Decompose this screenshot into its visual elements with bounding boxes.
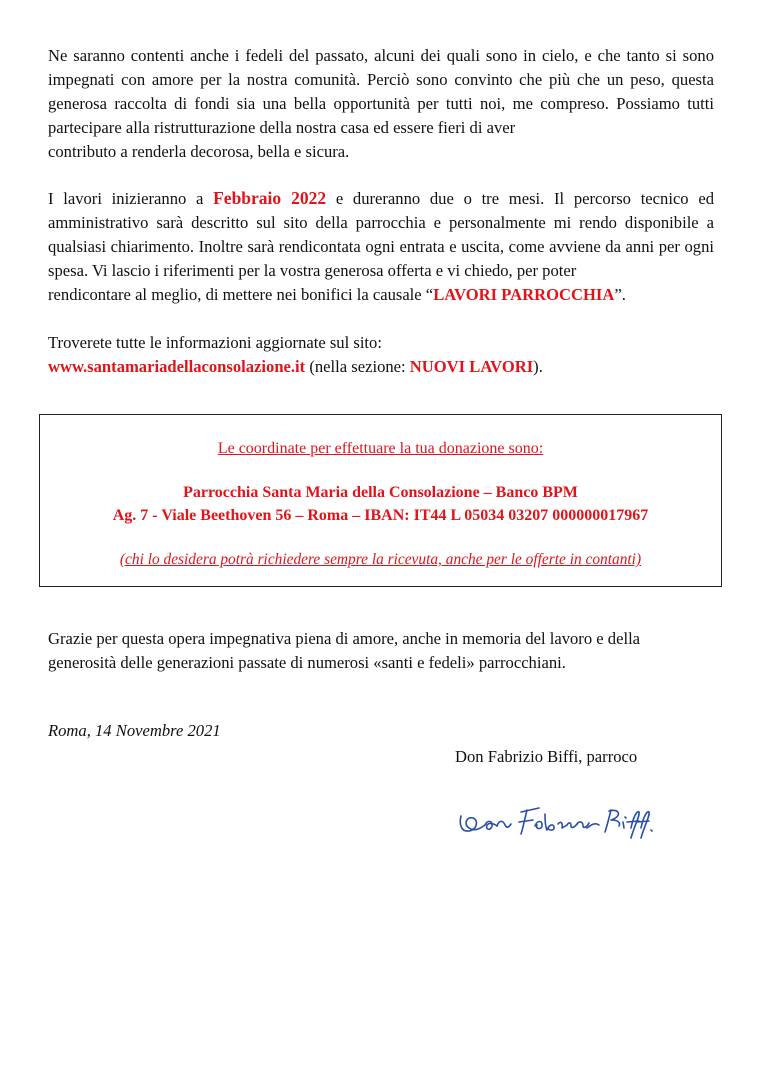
donation-heading: Le coordinate per effettuare la tua donazione sono: xyxy=(217,440,544,457)
paragraph-community-text: Ne saranno contenti anche i fedeli del passato, alcuni dei quali sono in cielo, e che tanto si sono impegnati con amore per la nostra comunità. Perciò sono convinto che più che un peso, questa generosa raccolta di fondi sia una bella opportunità per tutti noi, me compreso. Possiamo tutti partecipare alla ristrutturazione della nostra casa ed essere fieri di aver xyxy=(48,46,714,137)
website-intro: Troverete tutte le informazioni aggiornate sul sito: xyxy=(48,333,382,352)
website-link[interactable]: www.santamariadellaconsolazione.it xyxy=(48,357,306,376)
works-text-body: e dureranno due o tre mesi. Il percorso tecnico ed amministrativo sarà descritto sul sito della parrocchia e personalmente mi rendo disponibile a qualsiasi chiarimento. Inoltre sarà rendicontata ogni entrata e uscita, come avviene da anni per ogni spesa. Vi lascio i riferimenti per la vostra generosa offerta e vi chiedo, per poter xyxy=(48,189,714,280)
bank-account-name: Parrocchia Santa Maria della Consolazione – Banco BPM xyxy=(183,484,578,501)
paragraph-works xyxy=(48,186,714,307)
website-text-end: ). xyxy=(533,357,543,376)
paragraph-website xyxy=(48,331,714,379)
paragraph-community-last: contributo a renderla decorosa, bella e sicura. xyxy=(48,142,350,161)
section-name-highlight: NUOVI LAVORI xyxy=(409,357,534,376)
handwritten-signature xyxy=(455,798,665,848)
date-line: Roma, 14 Novembre 2021 xyxy=(48,721,221,740)
website-section-intro: (nella sezione: xyxy=(305,357,410,376)
paragraph-thanks xyxy=(48,627,714,675)
receipt-note: (chi lo desidera potrà richiedere sempre la ricevuta, anche per le offerte in contanti) xyxy=(119,551,642,568)
works-text-end: ”. xyxy=(614,285,626,304)
donation-box xyxy=(39,414,722,587)
works-text-causale-intro: rendicontare al meglio, di mettere nei bonifici la causale “ xyxy=(48,285,434,304)
iban-line: Ag. 7 - Viale Beethoven 56 – Roma – IBAN: IT44 L 05034 03207 000000017967 xyxy=(112,507,649,524)
paragraph-community xyxy=(48,44,714,164)
start-date-highlight: Febbraio 2022 xyxy=(213,188,327,208)
works-text-start: I lavori inizieranno a xyxy=(48,189,214,208)
signer-name: Don Fabrizio Biffi, parroco xyxy=(455,747,638,766)
thanks-text: Grazie per questa opera impegnativa piena di amore, anche in memoria del lavoro e della xyxy=(48,629,641,648)
causale-highlight: LAVORI PARROCCHIA xyxy=(433,285,615,304)
thanks-text-last: generosità delle generazioni passate di numerosi «santi e fedeli» parrocchiani. xyxy=(48,653,566,672)
